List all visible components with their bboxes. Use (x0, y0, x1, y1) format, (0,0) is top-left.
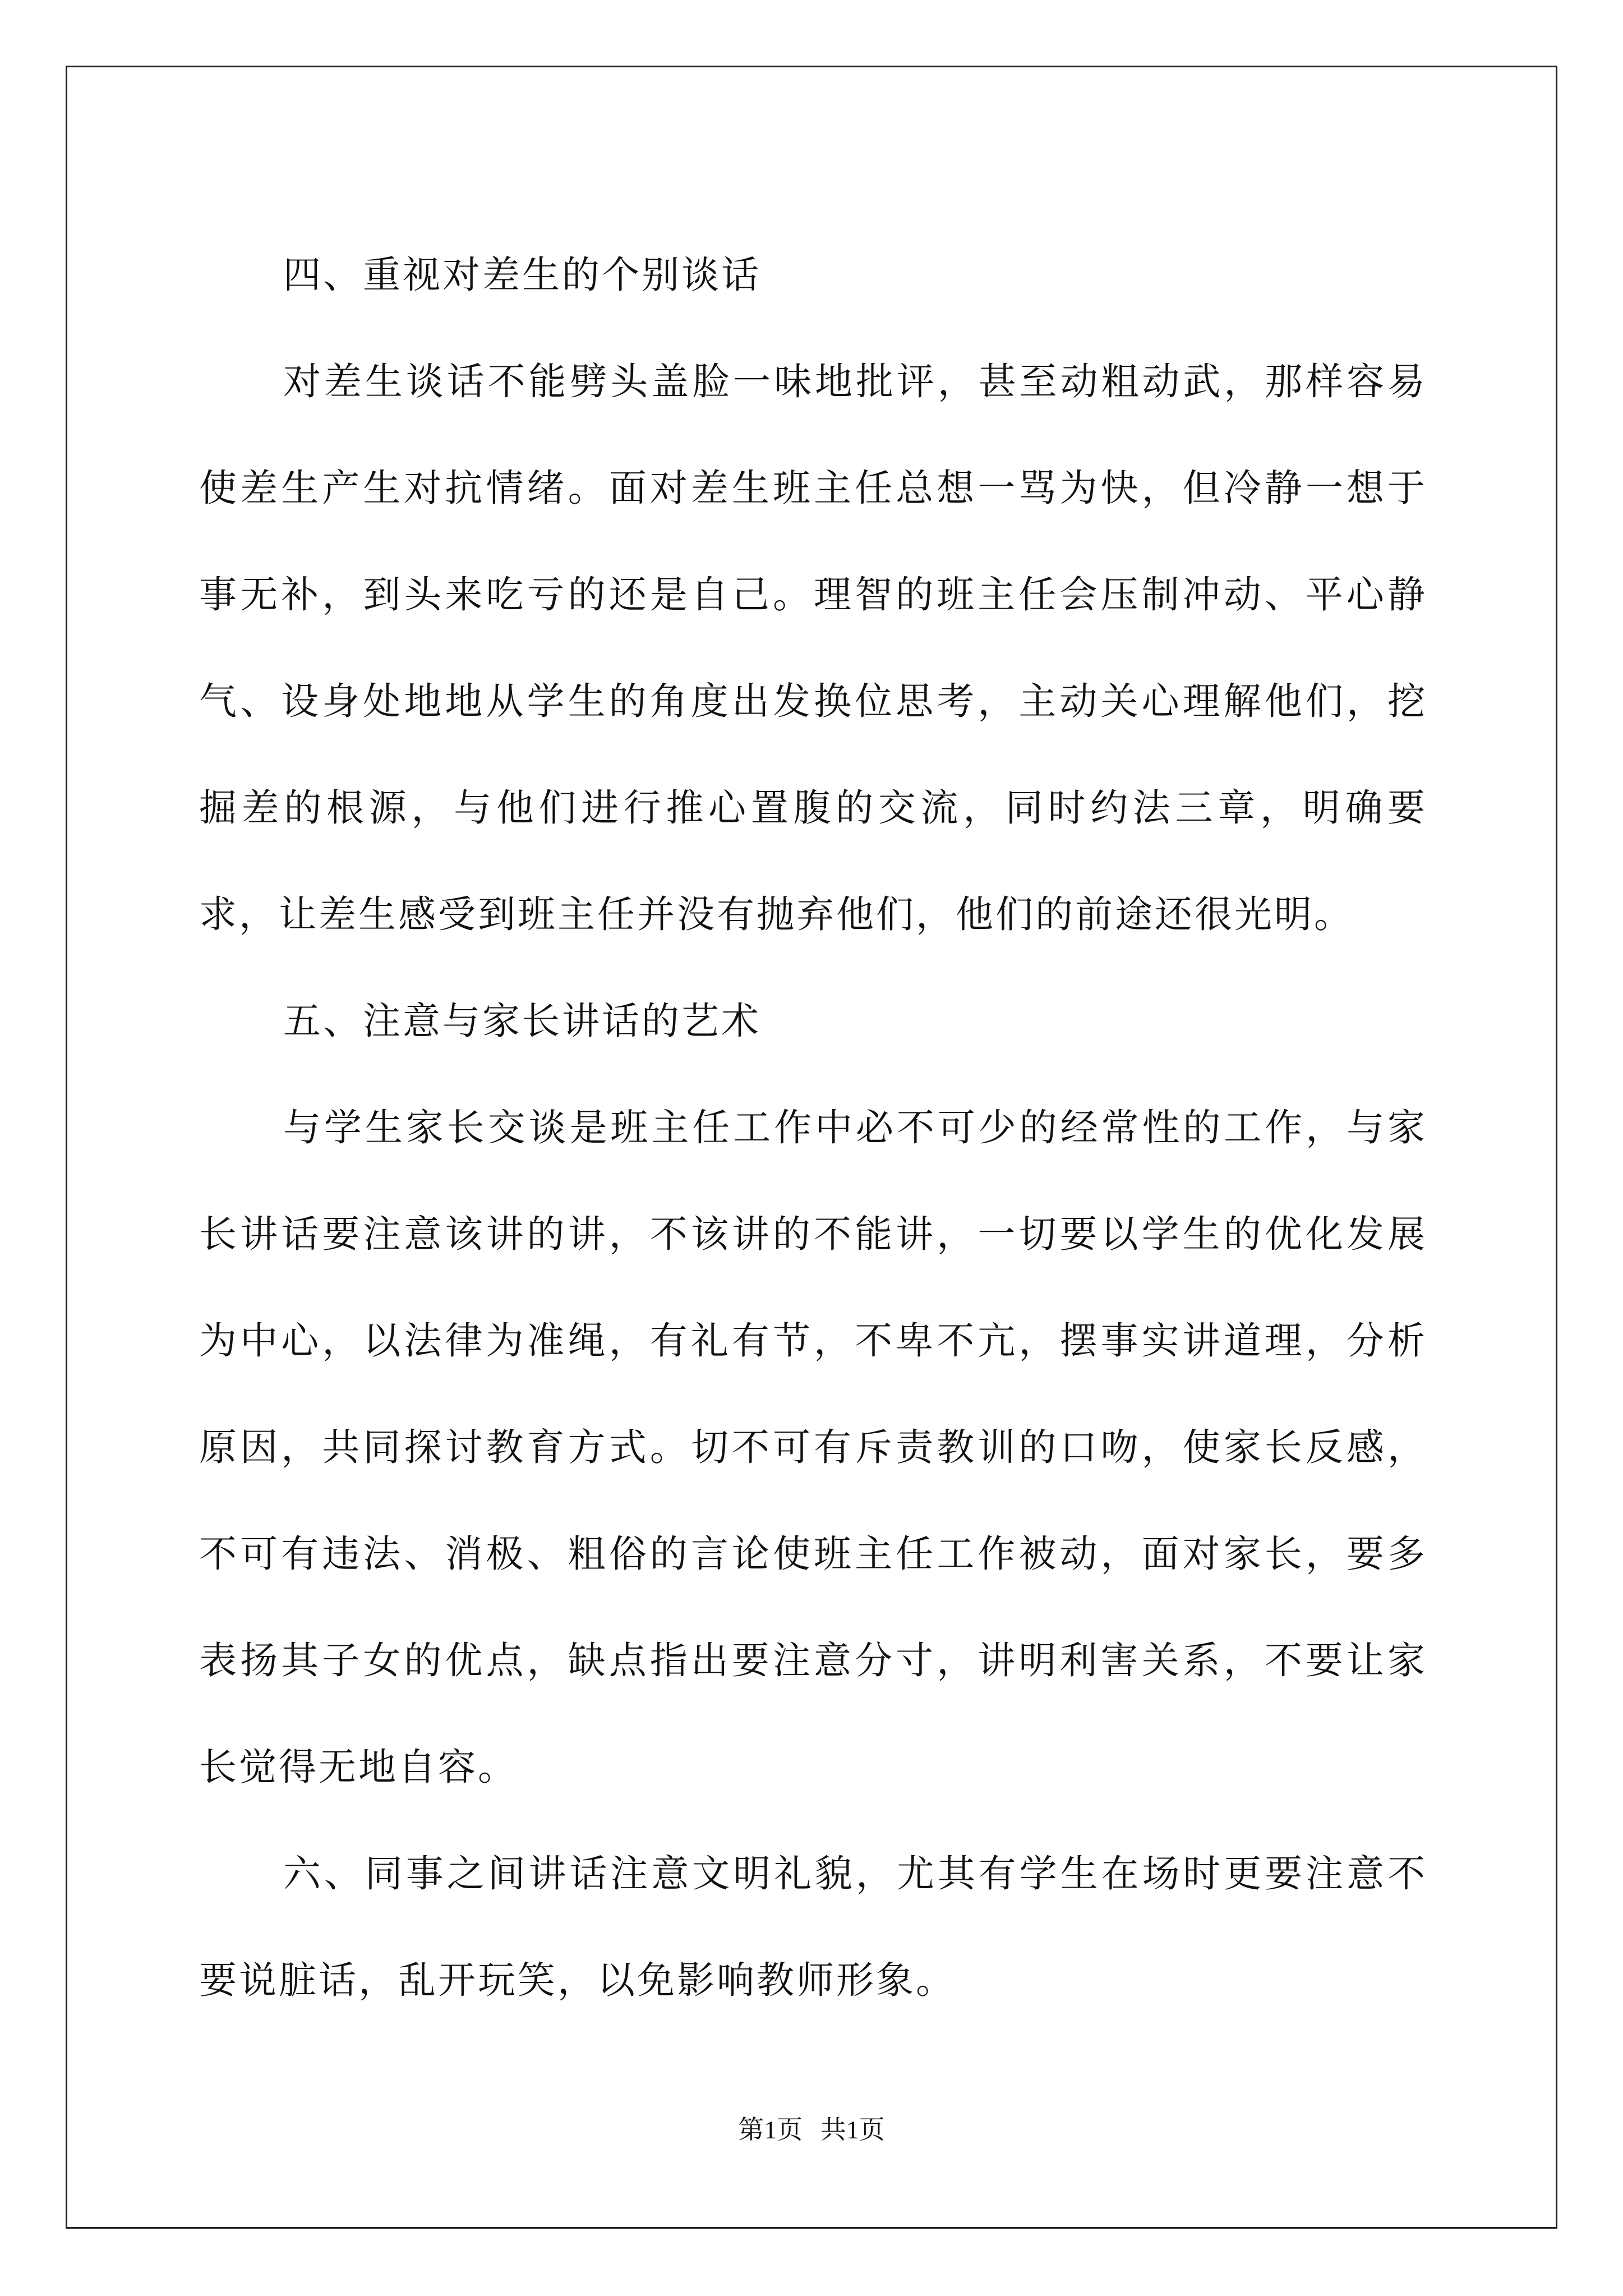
page-footer (0, 2109, 1623, 2146)
document-body (199, 222, 1427, 2033)
paragraph-section-4: 对差生谈话不能劈头盖脸一味地批评，甚至动粗动武，那样容易使差生产生对抗情绪。面对差生班主任总想一骂为快，但冷静一想于事无补，到头来吃亏的还是自己。理智的班主任会压制冲动、平心静气、设身处地地从学生的角度出发换位思考，主动关心理解他们，挖掘差的根源，与他们进行推心置腹的交流，同时约法三章，明确要求，让差生感受到班主任并没有抛弃他们，他们的前途还很光明。 (199, 360, 1427, 936)
section-heading-5: 五、注意与家长讲话的艺术 (283, 999, 761, 1043)
page-total: 共1页 (820, 2115, 885, 2144)
paragraph-section-6: 六、同事之间讲话注意文明礼貌，尤其有学生在场时更要注意不要说脏话，乱开玩笑，以免影响教师形象。 (199, 1852, 1427, 2002)
page-number: 第1页 (738, 2115, 803, 2144)
paragraph-section-5: 与学生家长交谈是班主任工作中必不可少的经常性的工作，与家长讲话要注意该讲的讲，不该讲的不能讲，一切要以学生的优化发展为中心，以法律为准绳，有礼有节，不卑不亢，摆事实讲道理，分析原因，共同探讨教育方式。切不可有斥责教训的口吻，使家长反感，不可有违法、消极、粗俗的言论使班主任工作被动，面对家长，要多表扬其子女的优点，缺点指出要注意分寸，讲明利害关系，不要让家长觉得无地自容。 (199, 1106, 1427, 1789)
section-heading-4: 四、重视对差生的个别谈话 (283, 253, 761, 297)
